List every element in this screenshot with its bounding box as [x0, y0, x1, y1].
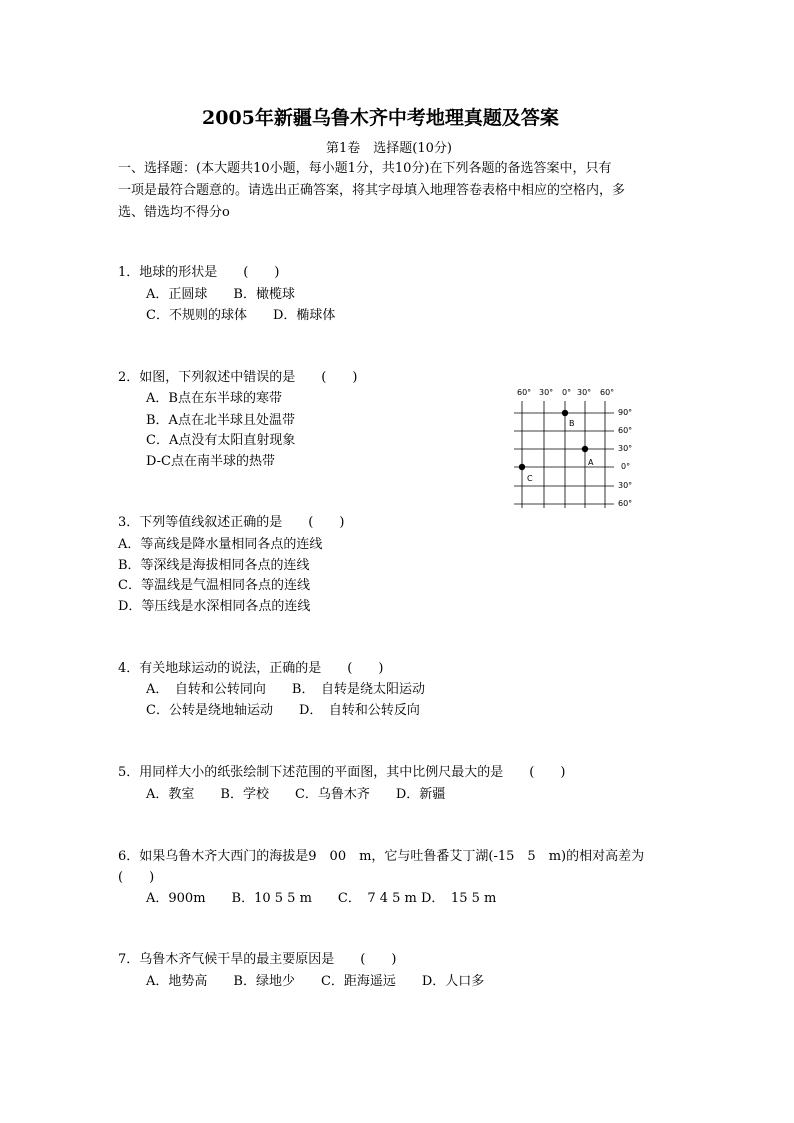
point-b-marker [562, 410, 568, 416]
section-title: 第1卷 选择题(10分) [326, 141, 452, 156]
grid-lines [514, 401, 614, 508]
question-3-stem: 3．下列等值线叙述正确的是 ( ) [118, 515, 345, 530]
question-6-options: A．900m B．10 5 5 m C． 7 4 5 m D． 15 5 m [146, 891, 497, 906]
question-2-option-c: C．A点没有太阳直射现象 [146, 433, 296, 448]
question-3-option-d: D．等压线是水深相同各点的连线 [118, 599, 311, 614]
question-4-options-1: A． 自转和公转同向 B． 自转是绕太阳运动 [146, 682, 425, 697]
question-7-options: A．地势高 B．绿地少 C．距海遥远 D．人口多 [146, 974, 485, 989]
question-2-stem: 2．如图，下列叙述中错误的是 ( ) [118, 370, 358, 385]
question-4-stem: 4．有关地球运动的说法，正确的是 ( ) [118, 661, 384, 676]
point-b-label: B [569, 419, 575, 428]
question-2-option-a: A．B点在东半球的寒带 [146, 391, 282, 406]
instructions-line-2: 一项是最符合题意的。请选出正确答案，将其字母填入地理答卷表格中相应的空格内，多 [118, 183, 626, 198]
question-3-option-b: B．等深线是海拔相同各点的连线 [118, 558, 310, 573]
question-5-stem: 5．用同样大小的纸张绘制下述范围的平面图，其中比例尺最大的是 ( ) [118, 765, 566, 780]
right-label-60n: 60° [618, 426, 633, 435]
question-5-options: A．教室 B．学校 C．乌鲁木齐 D．新疆 [146, 787, 446, 802]
question-2-option-d: D-C点在南半球的热带 [146, 454, 276, 469]
lat-lon-grid-figure [508, 384, 638, 514]
top-label-30w: 30° [539, 388, 554, 397]
right-label-60s: 60° [618, 499, 633, 508]
question-6-blank: ( ) [118, 870, 155, 885]
question-6-stem: 6．如果乌鲁木齐大西门的海拔是9 00 m，它与吐鲁番艾丁湖(-15 5 m)的相对高差为 [118, 849, 645, 864]
right-label-30n: 30° [618, 444, 633, 453]
top-label-0: 0° [562, 388, 572, 397]
question-2-option-b: B．A点在北半球且处温带 [146, 413, 295, 428]
point-c-label: C [527, 474, 533, 483]
question-7-stem: 7．乌鲁木齐气候干旱的最主要原因是 ( ) [118, 952, 397, 967]
instructions-line-1: 一、选择题：(本大题共10小题，每小题1分，共10分)在下列各题的备选答案中，只有 [118, 161, 612, 176]
page-title: 2005年新疆乌鲁木齐中考地理真题及答案 [202, 107, 559, 129]
point-c-marker [519, 464, 525, 470]
right-label-30s: 30° [618, 481, 633, 490]
top-label-60w: 60° [517, 388, 532, 397]
right-label-90n: 90° [618, 408, 633, 417]
question-1-options-2: C．不规则的球体 D．椭球体 [146, 308, 336, 323]
point-a-marker [582, 446, 588, 452]
right-label-0: 0° [621, 462, 631, 471]
question-4-options-2: C．公转是绕地轴运动 D． 自转和公转反向 [146, 703, 420, 718]
instructions-line-3: 选、错选均不得分o [118, 205, 230, 220]
point-a-label: A [588, 458, 594, 467]
question-1-stem: 1．地球的形状是 ( ) [118, 265, 280, 280]
question-3-option-c: C．等温线是气温相同各点的连线 [118, 578, 310, 593]
top-label-60e: 60° [600, 388, 615, 397]
top-label-30e: 30° [577, 388, 592, 397]
question-1-options-1: A．正圆球 B．橄榄球 [146, 287, 295, 302]
question-3-option-a: A．等高线是降水量相同各点的连线 [118, 537, 323, 552]
